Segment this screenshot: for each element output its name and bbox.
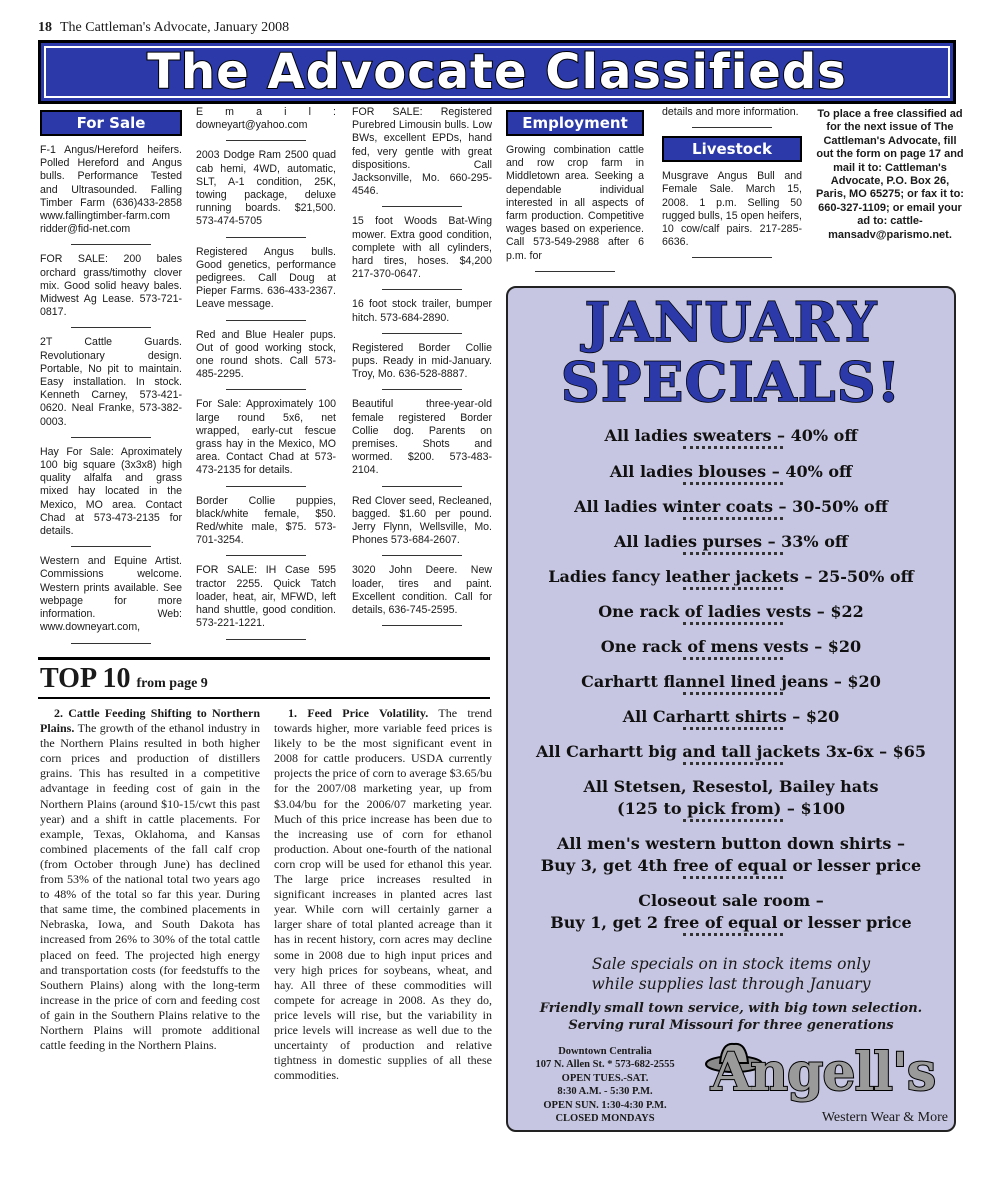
tagline-line-2: Serving rural Missouri for three generations <box>568 1018 894 1033</box>
tagline-line-1: Friendly small town service, with big town selection. <box>539 1001 923 1016</box>
item-1-body: The trend towards higher, more variable feed prices is likely to be the most significant event in 2008 for cattle producers. USDA currently projects the price of corn to average $3.65/bu for the 2007/08 marketing year, up from $3.04/bu for the 2006/07 marketing year. Much of this price increase has been due to the increasing use of corn for ethanol production. About one-fourth of the national corn crop will be used for ethanol this year. The large price increases resulted in significant increases in planted acres last year. While corn will certainly garner a larger share of total planted acreage than it has in recent history, corn acres may decline some in 2008 due to high input prices and very high prices for soybeans, wheat, and hay. All three of these commodities will compete for acreage in 2008. As they do, price levels will rise, but the variability in price levels will increase as well due to the uncertainty of production and relative tightness in domestic supplies of all these commodities. <box>274 706 493 1083</box>
col2-ad-5: For Sale: Approximately 100 large round 5x6, net wrapped, early-cut fescue grass hay in the Mexico, MO area. Contact Chad at 573-473-2135 for details. <box>196 398 336 486</box>
col1-ad-5: Western and Equine Artist. Commissions welcome. Western prints available. See webpage for more information. Web: www.downeyart.com, <box>40 555 182 643</box>
ad-submission-info: To place a free classified ad for the next issue of The Cattleman's Advocate, fill out the form on page 17 and mail it to: Cattleman's Advocate, P.O. Box 26, Paris, MO 65275; or fax it to: 660-327-1109; or email your ad to: cattle-mansadv@parismo.net. <box>816 108 964 241</box>
dotted-separator <box>683 587 783 590</box>
employment-ad: Growing combination cattle and row crop farm in Middletown area. Seeking a dependable individual interested in all aspects of farm production. Competitive wages based on experience. Call 573-549-2988 after 6 p.m. for <box>506 144 644 272</box>
special-item-12-line-1: All men's western button down shirts – <box>557 834 905 853</box>
sale-note-line-2: while supplies last through January <box>591 975 871 993</box>
col2-ad-3: Registered Angus bulls. Good genetics, performance pedigrees. Call Doug at Pieper Farms. 636-433-2367. Leave message. <box>196 246 336 321</box>
col1-ad-1: F-1 Angus/Hereford heifers. Polled Hereford and Angus bulls. Performance Tested and Ultrasounded. Falling Timber Farm (636)433-2858 www.fallingtimber-farm.com ridder@fid-net.com <box>40 144 182 245</box>
section-head-employment: Employment <box>506 110 644 136</box>
col1-ad-2: FOR SALE: 200 bales orchard grass/timothy clover mix. Good solid heavy bales. Midwest Ag Lease. 573-721-0817. <box>40 253 182 328</box>
dotted-separator <box>683 819 783 822</box>
special-item-13-line-2: Buy 1, get 2 free of equal or lesser price <box>550 913 912 932</box>
col1-ad-4: Hay For Sale: Aproximately 100 big square (3x3x8) high quality alfalfa and grass mixed hay located in the Mexico, MO area. Contact Chad at 573-473-2135 for details. <box>40 446 182 547</box>
publication-line: The Cattleman's Advocate, January 2008 <box>60 20 290 35</box>
dotted-separator <box>683 446 783 449</box>
special-item-7: One rack of mens vests – $20 <box>600 637 862 656</box>
item-2-body: The growth of the ethanol industry in the Northern Plains resulted in both higher corn prices and production of distillers grains. This has resulted in a competitive advantage in feeding cost of gain in the Northern Plains (around $10-15/cwt this past year) and a shift in cattle placements. For example, Texas, Oklahoma, and Kansas combined placements of the fall calf crop (from October through June) has declined from 53% of the national total two years ago to 48% of the total so far this year. During that same time, the combined placements in Nebraska, Iowa, and South Dakota has increased from 26% to 30% of the total cattle placed on feed. The projected high energy and transportation costs (for feedstuffs to the Southern Plains) along with the long-term increase in the price of corn and feeding cost of gain in the Southern Plains relative to the Northern Plains will promote additional cattle feeding in the Northern Plains. <box>40 721 260 1053</box>
angells-logo <box>694 1036 952 1128</box>
livestock-ad: Musgrave Angus Bull and Female Sale. March 15, 2008. 1 p.m. Selling 50 rugged bulls, 15 open heifers, 10 cow/calf pairs. 217-285-6636. <box>662 170 802 258</box>
top10-rule-bottom <box>38 697 490 699</box>
col2-ad-1: E m a i l : downeyart@yahoo.com <box>196 106 336 141</box>
classifieds-column-5 <box>662 106 802 266</box>
dotted-separator <box>683 482 783 485</box>
col3-ad-1: FOR SALE: Registered Purebred Limousin bulls. Low BWs, excellent EPDs, hand fed, very gentle with great dispositions. Call Jacksonville, Mo. 660-295-4546. <box>352 106 492 207</box>
special-item-1: All ladies sweaters – 40% off <box>604 426 858 445</box>
top10-item-2 <box>40 706 260 1053</box>
dotted-separator <box>683 622 783 625</box>
page-number: 18 <box>38 20 52 35</box>
store-location: Downtown Centralia <box>558 1046 652 1057</box>
logo-wordmark: Angell's <box>710 1042 936 1103</box>
special-item-11-line-2: (125 to pick from) – $100 <box>617 799 845 818</box>
page-folio <box>38 20 289 36</box>
special-item-9: All Carhartt shirts – $20 <box>622 707 840 726</box>
top10-heading <box>40 663 208 695</box>
dotted-separator <box>683 727 783 730</box>
store-details <box>520 1045 690 1125</box>
col2-ad-7: FOR SALE: IH Case 595 tractor 2255. Quick Tatch loader, heat, air, MFWD, left hand shuttle, good condition. 573-221-1221. <box>196 564 336 639</box>
dotted-separator <box>683 552 783 555</box>
store-weekday-hours: 8:30 A.M. - 5:30 P.M. <box>557 1086 653 1098</box>
col3-ad-3: 16 foot stock trailer, bumper hitch. 573-684-2890. <box>352 298 492 333</box>
classifieds-column-4 <box>506 110 644 280</box>
special-item-2: All ladies blouses – 40% off <box>609 462 853 481</box>
section-head-for-sale: For Sale <box>40 110 182 136</box>
store-sunday-hours: OPEN SUN. 1:30-4:30 P.M. <box>543 1099 667 1111</box>
col3-ad-2: 15 foot Woods Bat-Wing mower. Extra good condition, complete with all cylinders, hard tires, hoses. $4,200 217-370-0647. <box>352 215 492 290</box>
col2-ad-2: 2003 Dodge Ram 2500 quad cab hemi, 4WD, automatic, SLT, A-1 condition, 25K, towing package, deluxe running boards. $21,500. 573-474-5705 <box>196 149 336 237</box>
special-item-12-line-2: Buy 3, get 4th free of equal or lesser price <box>540 856 922 875</box>
section-head-livestock: Livestock <box>662 136 802 162</box>
special-item-10: All Carhartt big and tall jackets 3x-6x – $65 <box>535 742 927 761</box>
logo-subtitle: Western Wear & More <box>821 1110 948 1125</box>
classifieds-column-2 <box>196 106 336 648</box>
special-item-8: Carhartt flannel lined jeans – $20 <box>581 672 881 691</box>
dotted-separator <box>683 517 783 520</box>
store-closed-days: CLOSED MONDAYS <box>555 1113 655 1125</box>
classifieds-column-3 <box>352 106 492 634</box>
dotted-separator <box>683 933 783 936</box>
classifieds-banner <box>38 40 956 104</box>
col2-ad-6: Border Collie puppies, black/white female, $50. Red/white male, $75. 573-701-3254. <box>196 495 336 557</box>
store-open-days: OPEN TUES.-SAT. <box>561 1072 649 1084</box>
ad-title-line-2: SPECIALS! <box>560 350 902 414</box>
top10-title: TOP 10 <box>40 663 131 694</box>
january-specials-ad <box>506 286 956 1132</box>
banner-title: The Advocate Classifieds <box>147 44 847 100</box>
col2-ad-4: Red and Blue Healer pups. Out of good working stock, one round shots. Call 573-485-2295. <box>196 329 336 391</box>
special-item-4: All ladies purses – 33% off <box>613 532 849 551</box>
special-item-6: One rack of ladies vests – $22 <box>598 602 864 621</box>
special-item-13-line-1: Closeout sale room – <box>638 891 824 910</box>
item-1-lead: 1. Feed Price Volatility. <box>288 706 429 720</box>
col3-ad-5: Beautiful three-year-old female registered Border Collie dog. Parents on premises. Shots and wormed. $200. 573-483-2104. <box>352 398 492 486</box>
employment-ad-continued: details and more information. <box>662 106 802 128</box>
sale-note-line-1: Sale specials on in stock items only <box>591 955 871 973</box>
item-2-lead: 2. Cattle Feeding Shifting to Northern Plains. <box>40 706 260 736</box>
col1-ad-3: 2T Cattle Guards. Revolutionary design. Portable, No pit to maintain. Easy installation. In stock. Kenneth Carney, 573-421-0620. Neal Franke, 573-382-0003. <box>40 336 182 437</box>
special-item-5: Ladies fancy leather jackets – 25-50% off <box>548 567 914 586</box>
top10-subtitle: from page 9 <box>136 676 208 691</box>
top10-rule-top <box>38 657 490 660</box>
dotted-separator <box>683 876 783 879</box>
col3-ad-6: Red Clover seed, Recleaned, bagged. $1.60 per pound. Jerry Flynn, Wellsville, Mo. Phones 573-684-2607. <box>352 495 492 557</box>
col3-ad-7: 3020 John Deere. New loader, tires and paint. Excellent condition. Call for details, 636-745-2595. <box>352 564 492 626</box>
dotted-separator <box>683 762 783 765</box>
store-address-phone: 107 N. Allen St. * 573-682-2555 <box>535 1059 675 1071</box>
col3-ad-4: Registered Border Collie pups. Ready in mid-January. Troy, Mo. 636-528-8887. <box>352 342 492 391</box>
special-item-11-line-1: All Stetsen, Resestol, Bailey hats <box>583 777 879 796</box>
classifieds-column-1 <box>40 110 182 652</box>
ad-title-line-1: JANUARY <box>584 290 878 354</box>
top10-item-1 <box>274 706 492 1083</box>
dotted-separator <box>683 657 783 660</box>
special-item-3: All ladies winter coats – 30-50% off <box>574 497 888 516</box>
dotted-separator <box>683 692 783 695</box>
